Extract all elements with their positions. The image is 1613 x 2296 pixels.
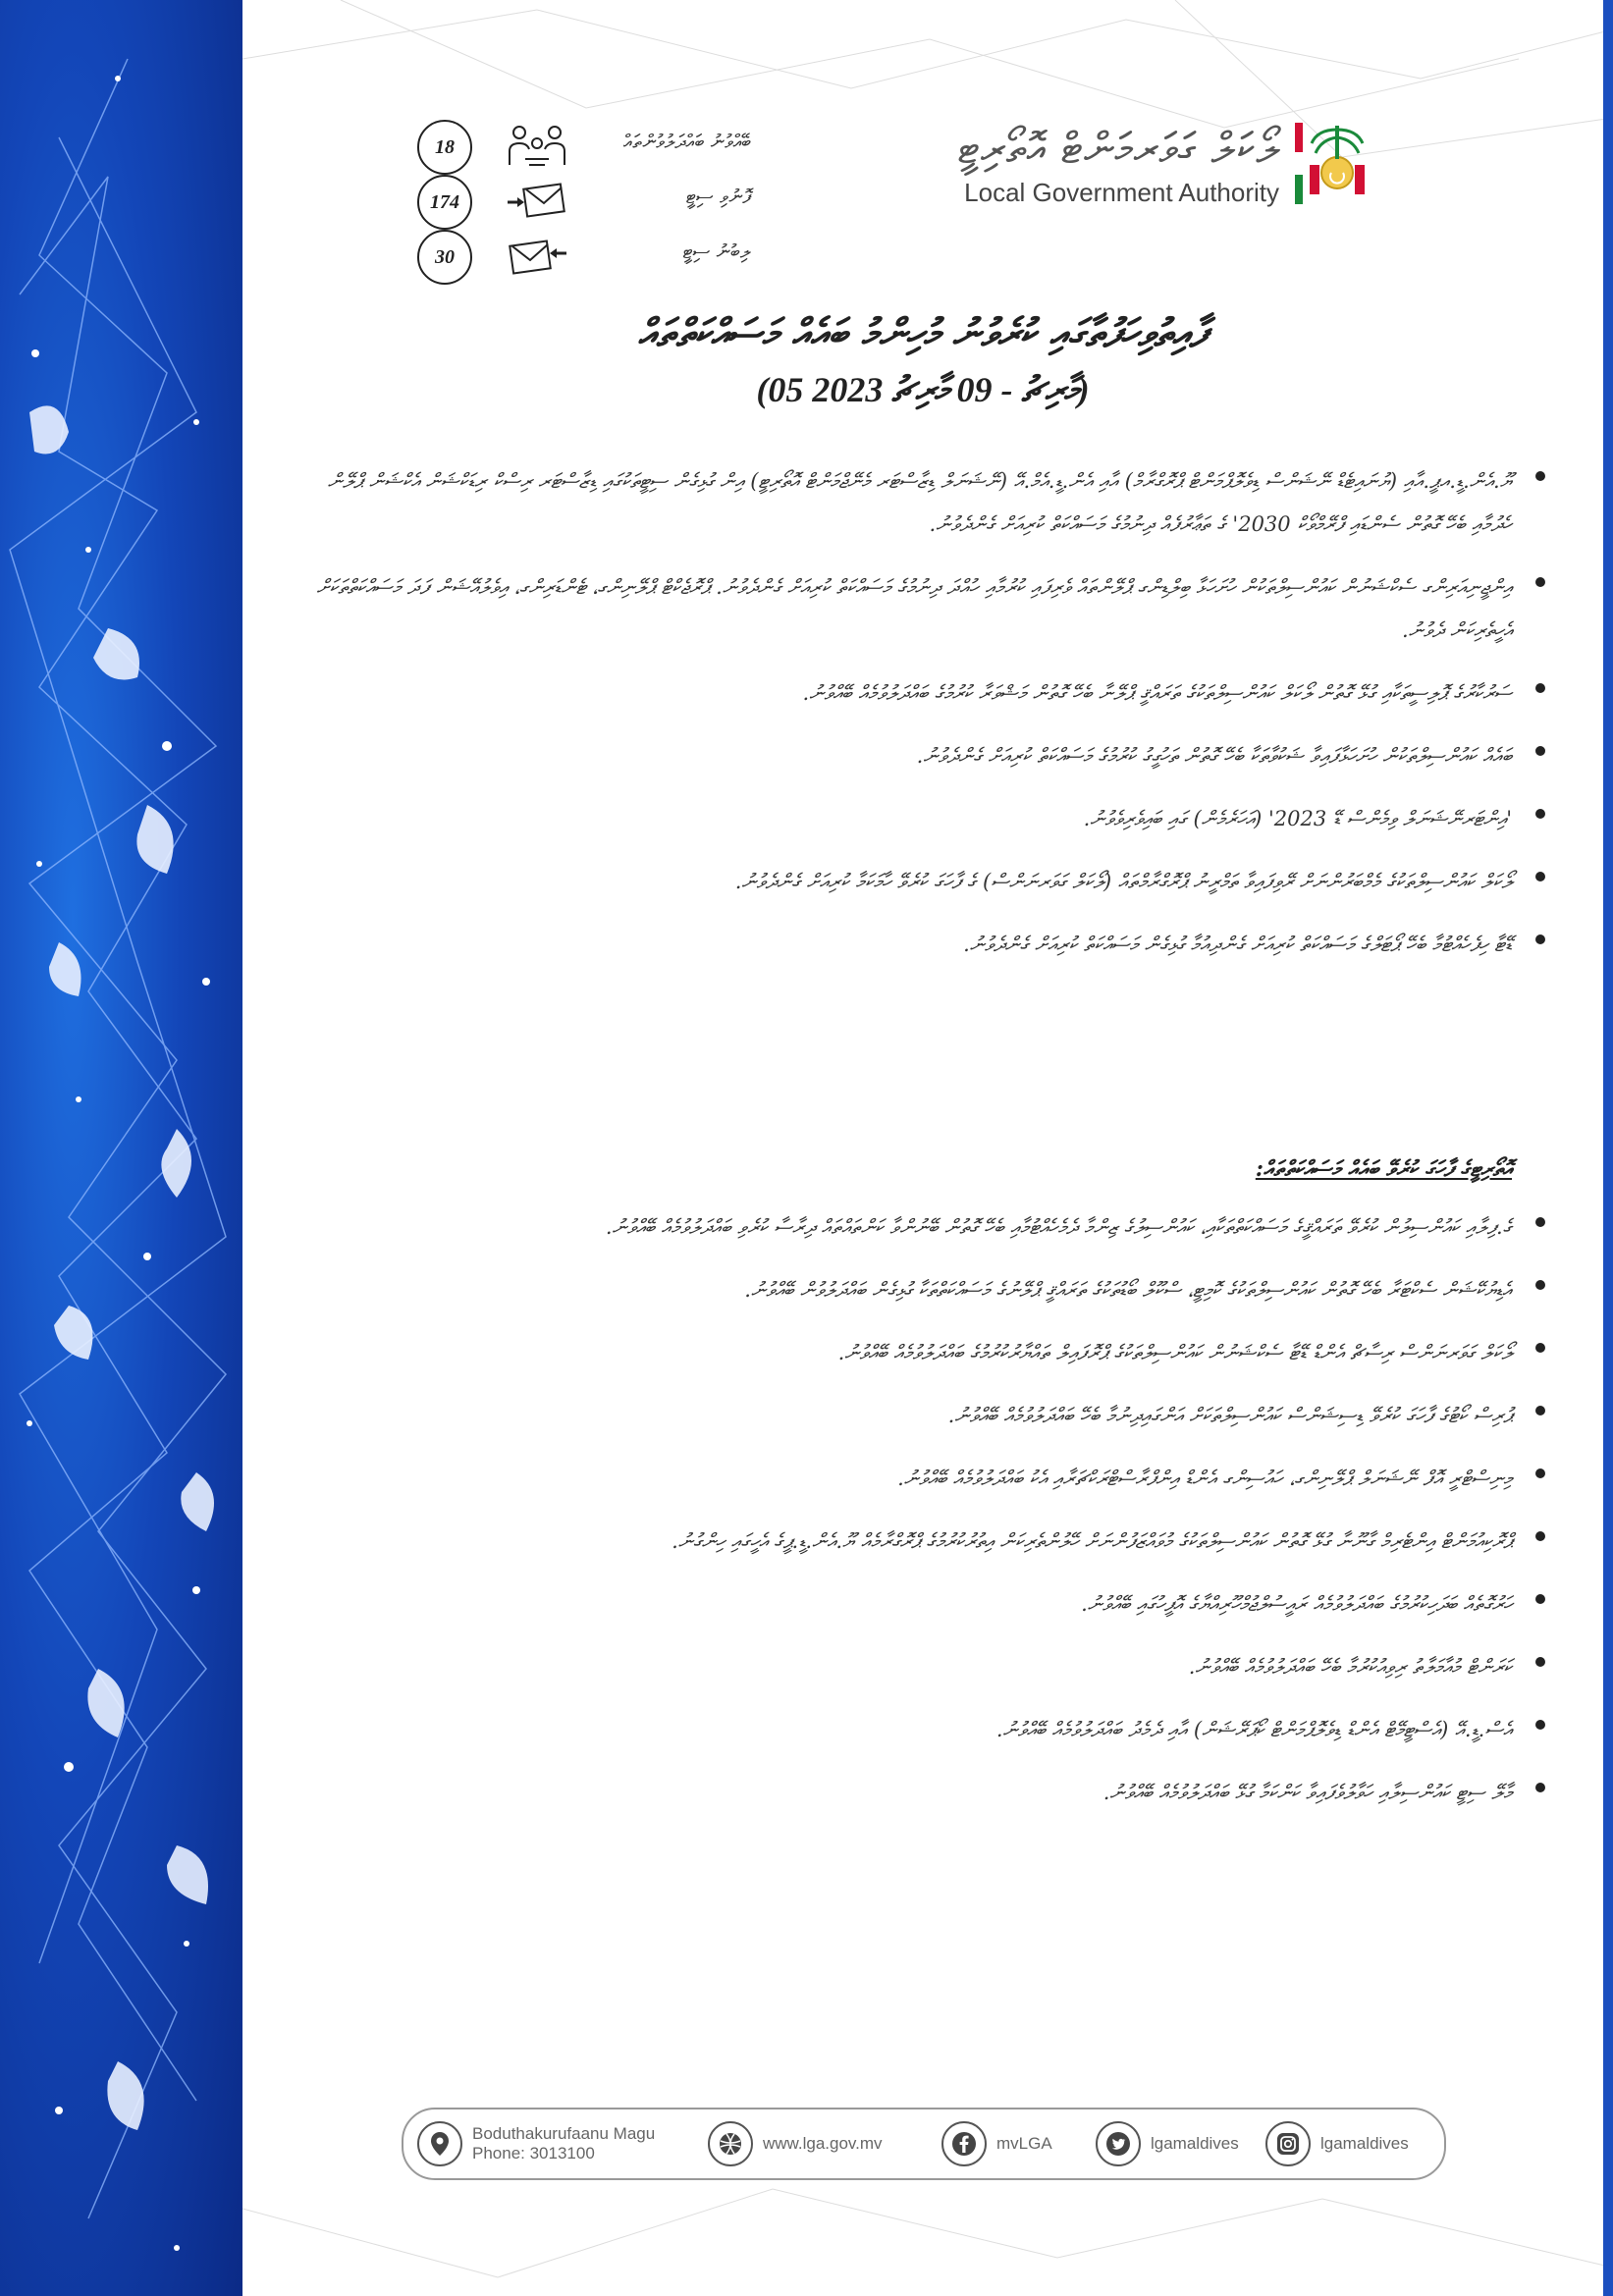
list-item bbox=[295, 1645, 1512, 1688]
bullet-icon bbox=[1535, 1783, 1545, 1792]
list-item bbox=[295, 1708, 1512, 1751]
weekly-activities-list bbox=[295, 459, 1512, 986]
list-item-text: މިނިސްޓްރީ އޮފް ނޭޝަނަލް ޕްލޭނިންގ، ހައުސިންގ އެންޑް އިންފްރާސްޓްރަކްޗަރާއި އެކު ބައްދަލުވުމެއް ބޭއްވުނު. bbox=[897, 1467, 1512, 1490]
list-item-text: އެޑިޔުކޭޝަން ސެކްޓަރާ ބެހޭ ގޮތުން ކައުންސިލްތަކުގެ ކޮމިޓީ، ސްކޫލް ބޯޑުތަކުގެ ތަރައްޤީ ޕްލޭނުގެ މަސައްކަތްތަކާ ގުޅިގެން ބައްދަލުވުން ބޭއްވުނު. bbox=[744, 1278, 1512, 1302]
date-range: (05 މާރިޗު - 09 މާރިޗު 2023) bbox=[756, 370, 1090, 409]
list-item bbox=[295, 1520, 1512, 1563]
list-item-text: ލޯކަލް ގަވަރނަންސް ރިސާޗް އެންޑް ޑޭޓާ ސެކްޝަނުން ކައުންސިލްތަކުގެ ޕްރޮފައިލް ތައްޔާރުކުރުމުގެ ބައްދަލުވުމެއް ބޭއްވުނު. bbox=[837, 1341, 1512, 1364]
list-item-text: ބައެއް ކައުންސިލްތަކުން ހުށަހަޅާފައިވާ ޝަކުވާތަކާ ބެހޭ ގޮތުން ތަހުގީގު ކުރުމުގެ މަސައްކަތް ކުރިއަށް ގެންދެވުނު. bbox=[916, 744, 1512, 768]
list-item bbox=[295, 459, 1512, 546]
facebook-icon bbox=[941, 2121, 987, 2166]
globe-icon bbox=[708, 2121, 753, 2166]
stat-meetings-label: ބޭއްވުނު ބައްދަލުވުންތައް bbox=[623, 130, 751, 153]
list-item-text: ކަރަންޓް މުއާމަލާތު ރިވިއުކުރުމާ ބެހޭ ބައްދަލުވުމެއް ބޭއްވުނު. bbox=[1188, 1655, 1512, 1679]
footer-instagram[interactable] bbox=[1265, 2119, 1409, 2168]
bullet-icon bbox=[1535, 577, 1545, 587]
footer-twitter[interactable] bbox=[1096, 2119, 1239, 2168]
bullet-icon bbox=[1535, 934, 1545, 944]
stat-meetings-value: 18 bbox=[417, 120, 472, 175]
list-item bbox=[295, 1205, 1512, 1249]
footer-instagram-text[interactable]: lgamaldives bbox=[1320, 2134, 1409, 2153]
stat-outgoing bbox=[417, 175, 810, 230]
footer-website[interactable] bbox=[708, 2119, 883, 2168]
org-name-dhivehi: ލޯކަލް ގަވަރމަންޓް އޮތޯރިޓީ bbox=[957, 124, 1279, 174]
footer-twitter-text[interactable]: lgamaldives bbox=[1151, 2134, 1239, 2153]
bullet-icon bbox=[1535, 1594, 1545, 1604]
list-item bbox=[295, 671, 1512, 715]
list-item bbox=[295, 797, 1512, 840]
list-item-text: އެސް.ޑީ.އޭ (އެސްޓީމޭޓް އެންޑް ޑިވެލޮޕްމަންޓް ކޯޕަރޭޝަން) އާއި ދެމެދު ބައްދަލުވުމެއް ބޭއްވުނު. bbox=[995, 1718, 1512, 1741]
list-item-text: ލޯކަލް ކައުންސިލްތަކުގެ މެމްބަރުންނަށް ރޭވިފައިވާ ތަމްރީނު ޕްރޮގްރާމްތައް (ލޯކަލް ގަވަރނަންސް) ގެ ފާހަގަ ކުރެވޭ ހާމަކަމާ ކުރިއަށް ގެންދެވުނު. bbox=[734, 870, 1512, 893]
list-item-text: ޑޭޓާ ހިފެހެއްޓުމާ ބެހޭ ޕޯޓަލްގެ މަސައްކަތް ކުރިއަށް ގެންދިއުމާ ގުޅިގެން މަސައްކަތް ކުރިއަށް ގެންދެވުނު. bbox=[963, 933, 1512, 956]
list-item-text: ޔޫ.އެން.ޑީ.އޕީ.އާއި (ޔުނައިޓެޑް ނޭޝަންސް ޑިވެލޮޕްމަންޓް ޕްރޮގްރާމް) އާއި އެން.ޑީ.އެމް.އޭ (ނޭޝަނަލް ޑިޒާސްޓަރ މެނޭޖްމަންޓް އޮތޯރިޓީ) އިން ގުޅިގެން ސިޓީތަކުގައި ޑިޒާސްޓަރ ރިސްކް ރިޑަކްޝަން އެކްޝަން ޕްލޭން ހެދުމާއި ބެހޭ ގޮތުން ސެންޑައި ފްރޭމްވޯކް 2030' ގެ ތަޢާރުފެއް ދިނުމުގެ މަސައްކަތް ކުރިއަށް ގެންދެވުނު. bbox=[327, 469, 1512, 536]
list-item-text: ގެ.ފިލާއި ކައުންސިލުން ކުރެވޭ ތަރައްޤީގެ މަސައްކަތްތަކާއި، ކައުންސިލުގެ ޒިންމާ ދެމެހެއްޓުމާއި ބެހޭ ގޮތުން ބޭނުންވާ ކަންތައްތައް ދިރާސާ ކުރެވި ބައްދަލުވުމެއް ބޭއްވުނު. bbox=[605, 1215, 1512, 1239]
list-item bbox=[295, 860, 1512, 903]
list-item bbox=[295, 1582, 1512, 1626]
bullet-icon bbox=[1535, 1406, 1545, 1415]
list-item-text: އިންޖީނިއަރިންގ ސެކްޝަނުން ކައުންސިލްތަކުން ހުށަހަޅާ ބިލްޑިންގ ޕްލޭންތައް ވެރިފައި ކުރުމާއި ހުއްދަ ދިނުމުގެ މަސައްކަތް ކުރިއަށް ގެންދެވުނު. ޕްރޮޖެކްޓް ޕްލޭނިންގ، ޓެންޑަރިންގ، އިވެލުއޭޝަން ފަދަ މަސައްކަތްތަކަށް އެހީތެރިކަން ދެވުނު. bbox=[316, 575, 1512, 642]
contact-footer bbox=[402, 2108, 1446, 2180]
list-item bbox=[295, 1457, 1512, 1500]
footer-phone-text: Phone: 3013100 bbox=[472, 2144, 595, 2163]
org-name-english: Local Government Authority bbox=[964, 178, 1279, 207]
stat-outgoing-label: ފޮނުވި ސިޓީ bbox=[685, 185, 751, 208]
footer-website-text[interactable]: www.lga.gov.mv bbox=[763, 2134, 883, 2153]
bullet-icon bbox=[1535, 746, 1545, 756]
list-item bbox=[295, 1331, 1512, 1374]
list-item-text: ހަރުގޮތެއް ބަދަހިކުރުމުގެ ބައްދަލުވުމެއް ރައީސުލްޖުމްހޫރިއްޔާގެ އޮފީހުގައި ބޭއްވުނު. bbox=[1081, 1592, 1512, 1616]
list-item-text: ސަރުކާރުގެ ޕޮލިސީތަކާއި ގުޅޭ ގޮތުން ލޯކަލް ކައުންސިލްތަކުގެ ތަރައްޤީ ޕްލޭނާ ބެހޭ ގޮތުން މަޝްވަރާ ކުރުމުގެ ބައްދަލުވުމެއް ބޭއްވުނު. bbox=[802, 681, 1512, 705]
footer-facebook-text[interactable]: mvLGA bbox=[996, 2134, 1052, 2153]
list-item bbox=[295, 734, 1512, 777]
incoming-mail-icon bbox=[508, 234, 566, 277]
notable-activities-list bbox=[295, 1205, 1512, 1834]
list-item-text: 'އިންޓަރނޭޝަނަލް ވިމެންސް ޑޭ 2023' (އަހަރެމެން) ގައި ބައިވެރިވެވުނު. bbox=[1083, 807, 1512, 830]
bullet-icon bbox=[1535, 1217, 1545, 1227]
list-item-text: މާލޭ ސިޓީ ކައުންސިލާއި ހަވާލުވެފައިވާ ކަންކަމާ ގުޅޭ ބައްދަލުވުމެއް ބޭއްވުނު. bbox=[1102, 1781, 1512, 1804]
list-item bbox=[295, 1394, 1512, 1437]
bullet-icon bbox=[1535, 872, 1545, 881]
outgoing-mail-icon bbox=[508, 179, 566, 222]
list-item-text: ޕުރިސް ކޯޓުގެ ފާހަގަ ކުރެވޭ ޑިސިޝަންސް ކައުންސިލްތަކަށް އަންގައިދިނުމާ ބެހޭ ބައްދަލުވުމެއް ބޭއްވުނު. bbox=[947, 1404, 1512, 1427]
meeting-icon bbox=[508, 124, 566, 167]
location-pin-icon bbox=[417, 2121, 462, 2166]
right-edge-stripe bbox=[1603, 0, 1613, 2296]
state-emblem-logo bbox=[1302, 116, 1372, 206]
decorative-side-panel bbox=[0, 0, 242, 2296]
footer-address bbox=[417, 2119, 655, 2168]
stat-incoming-label: ލިބުނު ސިޓީ bbox=[682, 240, 751, 263]
bullet-icon bbox=[1535, 1720, 1545, 1730]
bullet-icon bbox=[1535, 471, 1545, 481]
list-item bbox=[295, 1268, 1512, 1311]
instagram-icon bbox=[1265, 2121, 1311, 2166]
footer-facebook[interactable] bbox=[941, 2119, 1052, 2168]
stat-meetings bbox=[417, 120, 810, 175]
twitter-icon bbox=[1096, 2121, 1141, 2166]
list-item bbox=[295, 923, 1512, 966]
stat-incoming-value: 30 bbox=[417, 230, 472, 285]
stat-incoming bbox=[417, 230, 810, 285]
stat-outgoing-value: 174 bbox=[417, 175, 472, 230]
section-heading: އޮތޯރިޓީގެ ފާހަގަ ކުރެވޭ ބައެއް މަސައްކަތްތައް: bbox=[1255, 1156, 1512, 1182]
bullet-icon bbox=[1535, 1657, 1545, 1667]
bullet-icon bbox=[1535, 1343, 1545, 1353]
bullet-icon bbox=[1535, 683, 1545, 693]
bullet-icon bbox=[1535, 1531, 1545, 1541]
island-network-graphic bbox=[0, 0, 242, 2296]
footer-address-text: Boduthakurufaanu Magu bbox=[472, 2124, 656, 2143]
list-item-text: ޕްރޮކިއުމަންޓް އިންޓެރިމް ގާނޫނާ ގުޅޭ ގޮތުން ކައުންސިލްތަކުގެ މުވައްޒަފުންނަށް ހޭލުންތެރިކަން އިތުރުކުރުމުގެ ޕްރޮގްރާމެއް ޔޫ.އެން.ޑީ.ޕީގެ އެހީގައި ހިންގުނު. bbox=[672, 1529, 1512, 1553]
page-title: ފާއިތުވިހަފުތާގައި ކުރެވުނު މުހިންމު ބައެއް މަސައްކަތްތައް bbox=[637, 310, 1209, 356]
bullet-icon bbox=[1535, 809, 1545, 819]
list-item bbox=[295, 1771, 1512, 1814]
bullet-icon bbox=[1535, 1468, 1545, 1478]
list-item bbox=[295, 565, 1512, 652]
bullet-icon bbox=[1535, 1280, 1545, 1290]
